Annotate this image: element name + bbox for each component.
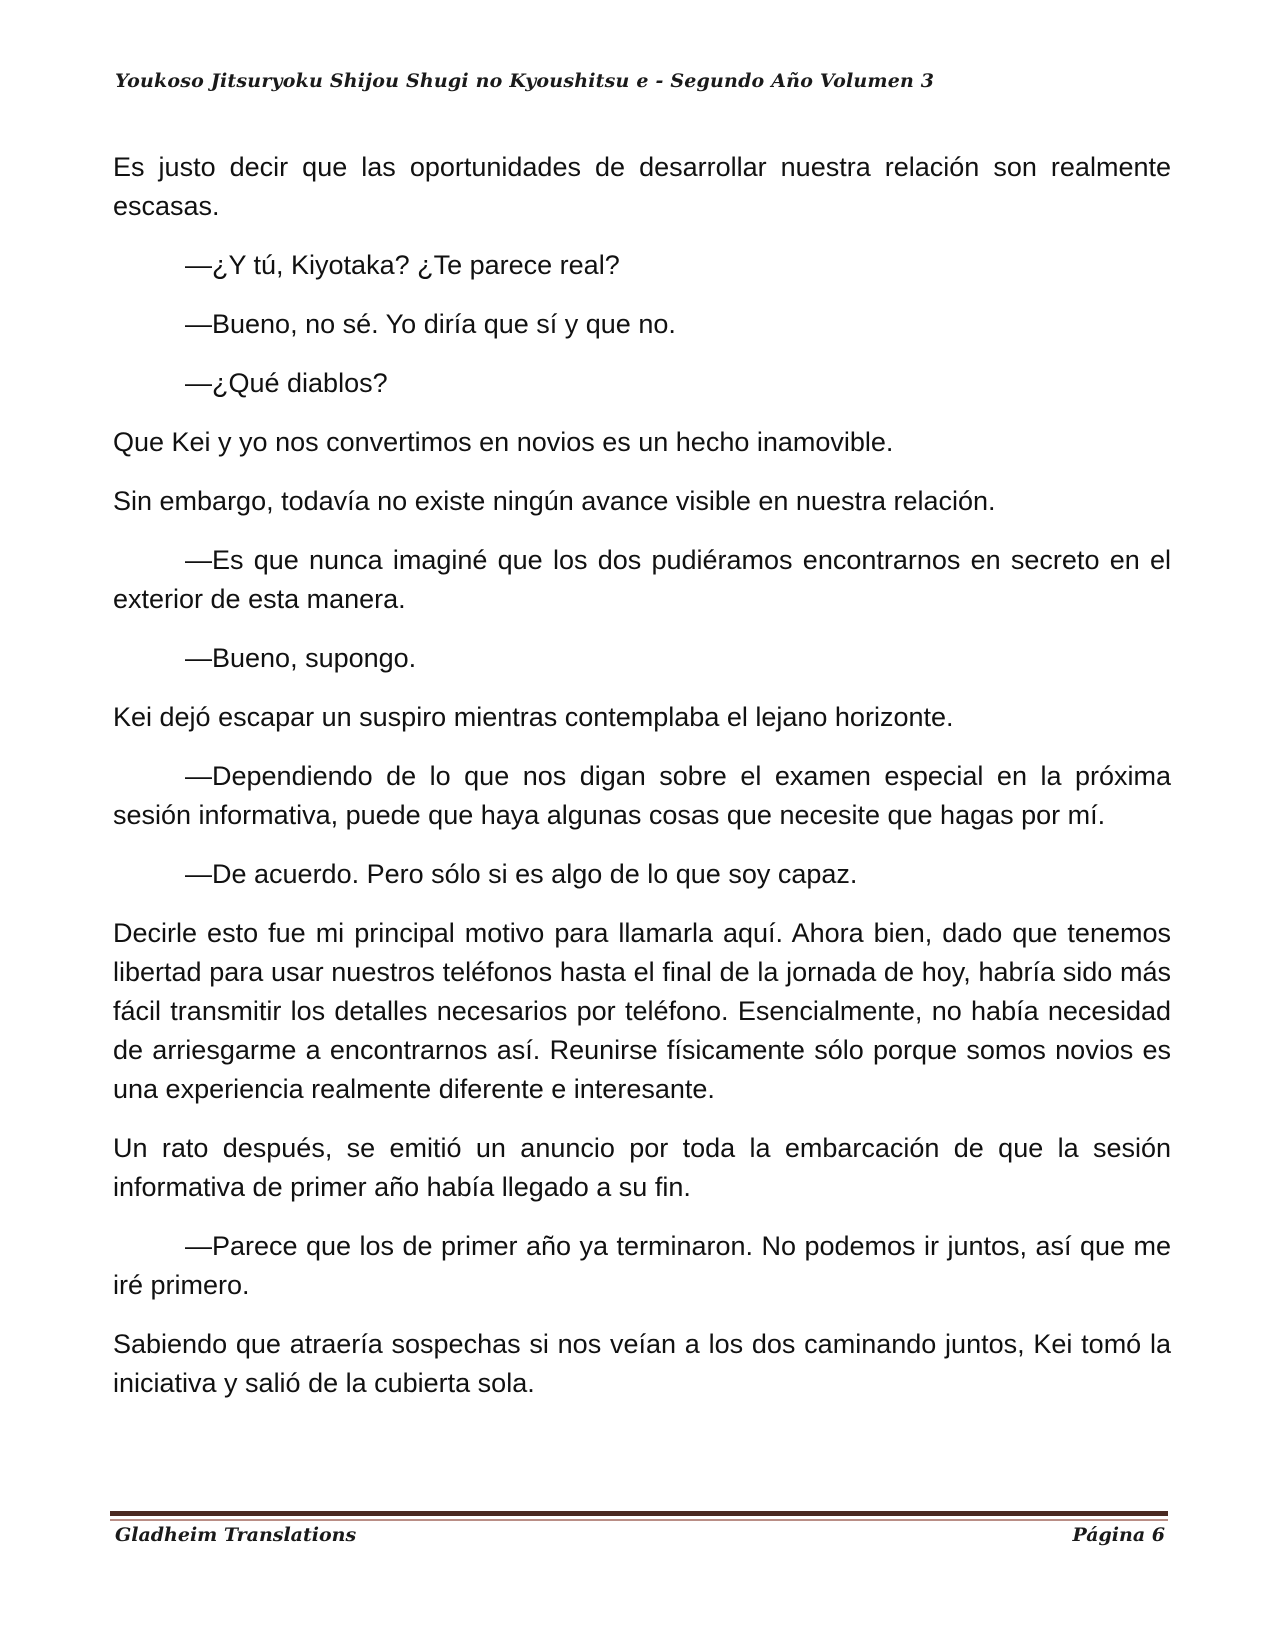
- dialogue-line: —Dependiendo de lo que nos digan sobre el examen especial en la próxima sesión informativa, puede que haya algunas cosas que necesite que hagas por mí.: [113, 761, 1171, 830]
- dialogue-line: —Es que nunca imaginé que los dos pudiéramos encontrarnos en secreto en el exterior de esta manera.: [113, 545, 1171, 614]
- dialogue-line: —De acuerdo. Pero sólo si es algo de lo que soy capaz.: [185, 859, 858, 889]
- dialogue-line: —¿Y tú, Kiyotaka? ¿Te parece real?: [185, 250, 620, 280]
- paragraph: Decirle esto fue mi principal motivo para llamarla aquí. Ahora bien, dado que tenemos libertad para usar nuestros teléfonos hasta el final de la jornada de hoy, habría sido más fácil transmitir los detalles necesarios por teléfono. Esencialmente, no había necesidad de arriesgarme a encontrarnos así. Reunirse físicamente sólo porque somos novios es una experiencia realmente diferente e interesante.: [113, 918, 1171, 1104]
- paragraph: Sabiendo que atraería sospechas si nos veían a los dos caminando juntos, Kei tomó la iniciativa y salió de la cubierta sola.: [113, 1329, 1171, 1398]
- paragraph: Un rato después, se emitió un anuncio por toda la embarcación de que la sesión informativa de primer año había llegado a su fin.: [113, 1133, 1171, 1202]
- dialogue-line: —Parece que los de primer año ya terminaron. No podemos ir juntos, así que me iré primero.: [113, 1231, 1171, 1300]
- footer-divider-thin: [110, 1519, 1168, 1521]
- footer-divider: [110, 1511, 1168, 1516]
- footer-credit: Gladheim Translations: [115, 1524, 357, 1546]
- page-body: [113, 148, 1171, 1423]
- page-number: Página 6: [1072, 1524, 1165, 1546]
- running-header: Youkoso Jitsuryoku Shijou Shugi no Kyoushitsu e - Segundo Año Volumen 3: [115, 70, 935, 92]
- dialogue-line: —¿Qué diablos?: [185, 368, 388, 398]
- paragraph: Es justo decir que las oportunidades de desarrollar nuestra relación son realmente escasas.: [113, 152, 1171, 221]
- paragraph: Que Kei y yo nos convertimos en novios es un hecho inamovible.: [113, 427, 894, 457]
- paragraph: Kei dejó escapar un suspiro mientras contemplaba el lejano horizonte.: [113, 702, 954, 732]
- paragraph: Sin embargo, todavía no existe ningún avance visible en nuestra relación.: [113, 486, 996, 516]
- dialogue-line: —Bueno, supongo.: [185, 643, 417, 673]
- dialogue-line: —Bueno, no sé. Yo diría que sí y que no.: [185, 309, 676, 339]
